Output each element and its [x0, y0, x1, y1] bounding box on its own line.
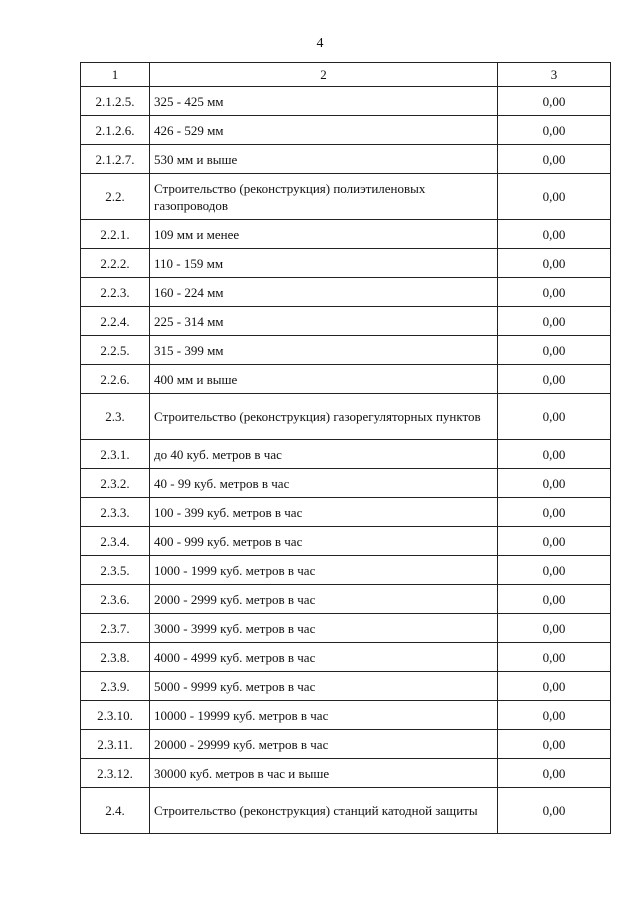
- row-number: 2.1.2.7.: [81, 145, 150, 174]
- table-row: [81, 307, 611, 336]
- row-name: 100 - 399 куб. метров в час: [150, 498, 498, 527]
- table-row: [81, 556, 611, 585]
- table-row: [81, 278, 611, 307]
- row-value: 0,00: [498, 643, 611, 672]
- row-value: 0,00: [498, 730, 611, 759]
- table-row-section: [81, 788, 611, 834]
- table-row: [81, 585, 611, 614]
- row-name: 325 - 425 мм: [150, 87, 498, 116]
- row-name: 400 мм и выше: [150, 365, 498, 394]
- row-value: 0,00: [498, 87, 611, 116]
- row-name: 109 мм и менее: [150, 220, 498, 249]
- row-value: 0,00: [498, 469, 611, 498]
- table-row: [81, 759, 611, 788]
- row-number: 2.3.: [81, 394, 150, 440]
- header-cell-2: 2: [150, 63, 498, 87]
- row-name: 160 - 224 мм: [150, 278, 498, 307]
- row-number: 2.3.8.: [81, 643, 150, 672]
- row-name: 530 мм и выше: [150, 145, 498, 174]
- row-value: 0,00: [498, 336, 611, 365]
- table-row: [81, 116, 611, 145]
- row-value: 0,00: [498, 307, 611, 336]
- table-row: [81, 440, 611, 469]
- row-number: 2.3.10.: [81, 701, 150, 730]
- row-number: 2.1.2.6.: [81, 116, 150, 145]
- row-number: 2.2.5.: [81, 336, 150, 365]
- row-name: Строительство (реконструкция) станций катодной защиты: [150, 788, 498, 834]
- row-value: 0,00: [498, 278, 611, 307]
- row-name: 2000 - 2999 куб. метров в час: [150, 585, 498, 614]
- row-number: 2.2.4.: [81, 307, 150, 336]
- row-value: 0,00: [498, 672, 611, 701]
- row-number: 2.3.1.: [81, 440, 150, 469]
- row-value: 0,00: [498, 498, 611, 527]
- table-row: [81, 249, 611, 278]
- row-name: 20000 - 29999 куб. метров в час: [150, 730, 498, 759]
- table-row: [81, 643, 611, 672]
- table-row-section: [81, 394, 611, 440]
- table-row: [81, 87, 611, 116]
- row-number: 2.3.11.: [81, 730, 150, 759]
- row-value: 0,00: [498, 145, 611, 174]
- row-name: 400 - 999 куб. метров в час: [150, 527, 498, 556]
- row-value: 0,00: [498, 701, 611, 730]
- table-row: [81, 145, 611, 174]
- row-name: Строительство (реконструкция) полиэтиленовых газопроводов: [150, 174, 498, 220]
- table-row: [81, 730, 611, 759]
- header-cell-3: 3: [498, 63, 611, 87]
- row-name: до 40 куб. метров в час: [150, 440, 498, 469]
- row-number: 2.2.: [81, 174, 150, 220]
- row-number: 2.2.2.: [81, 249, 150, 278]
- rates-table: [80, 62, 611, 834]
- row-value: 0,00: [498, 394, 611, 440]
- table-row: [81, 672, 611, 701]
- row-name: 110 - 159 мм: [150, 249, 498, 278]
- row-name: 5000 - 9999 куб. метров в час: [150, 672, 498, 701]
- row-value: 0,00: [498, 556, 611, 585]
- row-name: 40 - 99 куб. метров в час: [150, 469, 498, 498]
- row-value: 0,00: [498, 174, 611, 220]
- row-number: 2.1.2.5.: [81, 87, 150, 116]
- row-name: Строительство (реконструкция) газорегуляторных пунктов: [150, 394, 498, 440]
- row-value: 0,00: [498, 585, 611, 614]
- row-name: 30000 куб. метров в час и выше: [150, 759, 498, 788]
- table-row: [81, 614, 611, 643]
- page-number: 4: [316, 36, 324, 51]
- table-header-row: [81, 63, 611, 87]
- row-value: 0,00: [498, 788, 611, 834]
- row-number: 2.3.7.: [81, 614, 150, 643]
- row-number: 2.3.2.: [81, 469, 150, 498]
- row-value: 0,00: [498, 220, 611, 249]
- row-number: 2.3.9.: [81, 672, 150, 701]
- table-row: [81, 336, 611, 365]
- row-value: 0,00: [498, 614, 611, 643]
- row-value: 0,00: [498, 527, 611, 556]
- row-value: 0,00: [498, 249, 611, 278]
- row-name: 225 - 314 мм: [150, 307, 498, 336]
- table-row: [81, 220, 611, 249]
- row-value: 0,00: [498, 365, 611, 394]
- row-number: 2.2.1.: [81, 220, 150, 249]
- row-number: 2.2.6.: [81, 365, 150, 394]
- row-number: 2.3.12.: [81, 759, 150, 788]
- row-value: 0,00: [498, 116, 611, 145]
- row-name: 426 - 529 мм: [150, 116, 498, 145]
- table-row: [81, 498, 611, 527]
- row-number: 2.3.5.: [81, 556, 150, 585]
- row-name: 315 - 399 мм: [150, 336, 498, 365]
- table-row-section: [81, 174, 611, 220]
- table-row: [81, 527, 611, 556]
- row-name: 3000 - 3999 куб. метров в час: [150, 614, 498, 643]
- row-value: 0,00: [498, 759, 611, 788]
- row-name: 10000 - 19999 куб. метров в час: [150, 701, 498, 730]
- table-row: [81, 365, 611, 394]
- row-value: 0,00: [498, 440, 611, 469]
- row-number: 2.3.3.: [81, 498, 150, 527]
- row-number: 2.3.6.: [81, 585, 150, 614]
- table-row: [81, 469, 611, 498]
- header-cell-1: 1: [81, 63, 150, 87]
- row-name: 1000 - 1999 куб. метров в час: [150, 556, 498, 585]
- table-row: [81, 701, 611, 730]
- row-number: 2.2.3.: [81, 278, 150, 307]
- row-number: 2.4.: [81, 788, 150, 834]
- row-name: 4000 - 4999 куб. метров в час: [150, 643, 498, 672]
- row-number: 2.3.4.: [81, 527, 150, 556]
